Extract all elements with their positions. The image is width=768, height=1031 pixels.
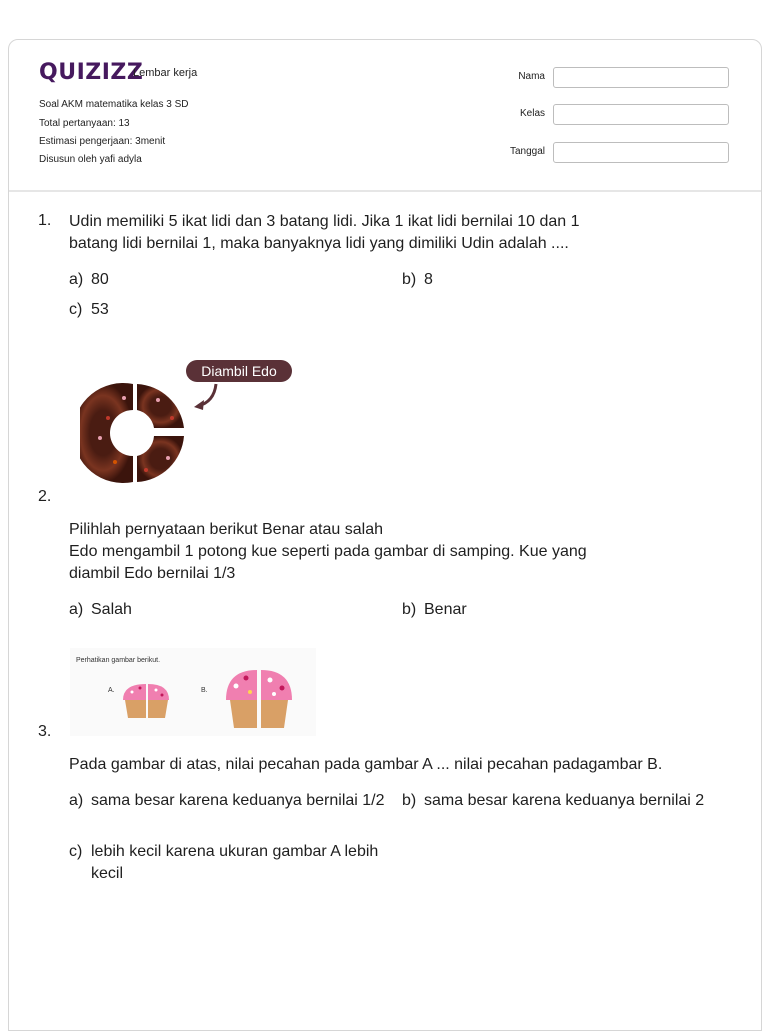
- option-text: 80: [91, 271, 109, 288]
- option-label: a): [69, 792, 84, 809]
- class-label: Kelas: [519, 108, 545, 119]
- question-3-text: Pada gambar di atas, nilai pecahan pada gambar A ... nilai pecahan padagambar B.: [69, 756, 663, 773]
- donut-caption: Diambil Edo: [201, 363, 277, 379]
- option-label: a): [69, 271, 84, 288]
- q3-option-a[interactable]: [69, 790, 389, 812]
- quizizz-logo: QUIZIZZ: [39, 60, 144, 85]
- worksheet-type: Lembar kerja: [133, 67, 198, 79]
- cupcake-a-icon: [123, 684, 169, 718]
- donut-icon: [80, 383, 184, 483]
- question-1-number: 1.: [38, 212, 52, 229]
- option-text: Salah: [91, 601, 132, 618]
- option-label: c): [69, 843, 83, 860]
- q1-option-c[interactable]: [69, 299, 109, 321]
- question-2-line1: Pilihlah pernyataan berikut Benar atau salah: [69, 521, 383, 538]
- q3-option-c[interactable]: [69, 841, 379, 885]
- q1-option-b[interactable]: [402, 269, 433, 291]
- name-label: Nama: [518, 71, 545, 82]
- total-questions: Total pertanyaan: 13: [39, 118, 130, 129]
- author: Disusun oleh yafi adyla: [39, 154, 142, 165]
- cupcake-caption: Perhatikan gambar berikut.: [76, 657, 161, 664]
- class-field[interactable]: [553, 104, 729, 125]
- question-1-line1: Udin memiliki 5 ikat lidi dan 3 batang lidi. Jika 1 ikat lidi bernilai 10 dan 1: [69, 213, 580, 230]
- option-text: sama besar karena keduanya bernilai 2: [424, 792, 705, 809]
- q1-option-a[interactable]: [69, 269, 109, 291]
- question-2-text: [69, 519, 669, 585]
- time-estimate: Estimasi pengerjaan: 3menit: [39, 136, 166, 147]
- q2-option-a[interactable]: [69, 599, 132, 621]
- worksheet-title: Soal AKM matematika kelas 3 SD: [39, 99, 189, 110]
- question-1-text: [69, 211, 669, 255]
- option-label: a): [69, 601, 84, 618]
- cupcake-label-a: A.: [108, 687, 115, 694]
- option-text: lebih kecil karena ukuran gambar A lebih kecil: [91, 843, 379, 882]
- option-text: Benar: [424, 601, 467, 618]
- cupcake-label-b: B.: [201, 687, 208, 694]
- option-text: 53: [91, 301, 109, 318]
- question-2-line2: Edo mengambil 1 potong kue seperti pada gambar di samping. Kue yang: [69, 543, 587, 560]
- question-2-line3: diambil Edo bernilai 1/3: [69, 565, 236, 582]
- q3-option-b[interactable]: [402, 790, 732, 812]
- name-field[interactable]: [553, 67, 729, 88]
- q2-option-b[interactable]: [402, 599, 467, 621]
- cupcake-image: [70, 648, 316, 736]
- date-label: Tanggal: [509, 146, 545, 157]
- option-label: b): [402, 792, 417, 809]
- option-label: b): [402, 271, 417, 288]
- option-text: 8: [424, 271, 433, 288]
- option-label: b): [402, 601, 417, 618]
- question-2-number: 2.: [38, 488, 52, 505]
- date-field[interactable]: [553, 142, 729, 163]
- option-label: c): [69, 301, 83, 318]
- question-1-line2: batang lidi bernilai 1, maka banyaknya lidi yang dimiliki Udin adalah ....: [69, 235, 569, 252]
- option-text: sama besar karena keduanya bernilai 1/2: [91, 792, 385, 809]
- donut-image: [80, 358, 300, 486]
- worksheet-header: [9, 40, 761, 192]
- question-3-number: 3.: [38, 723, 52, 740]
